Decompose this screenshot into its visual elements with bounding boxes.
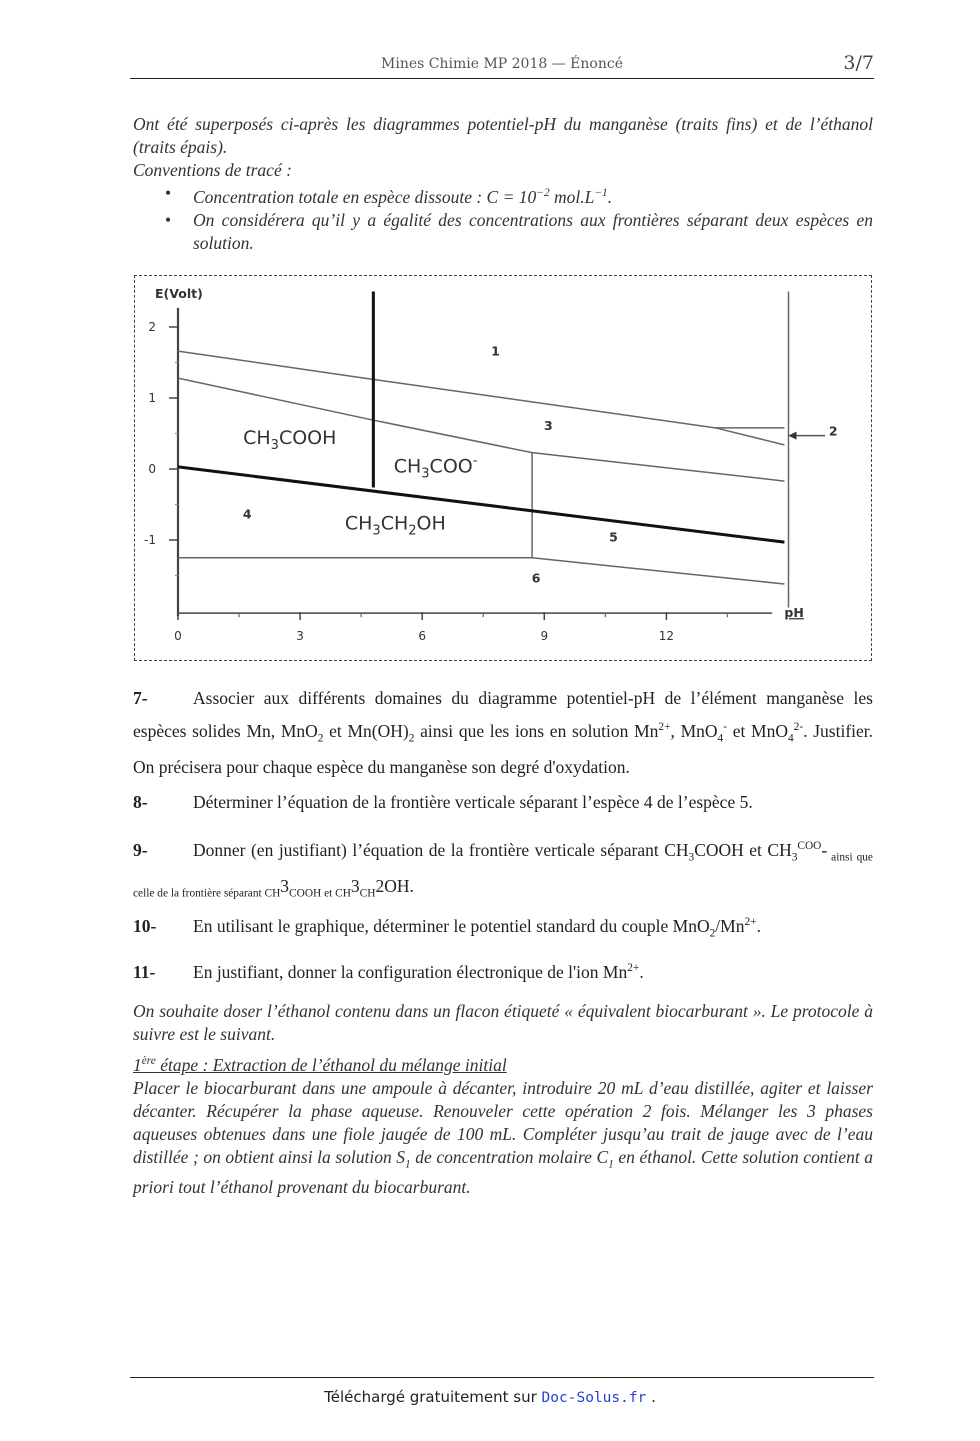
species-label-part: 3 [372, 523, 381, 539]
page-header [130, 52, 874, 79]
question-text: - [821, 839, 828, 860]
exponent: −1 [594, 187, 608, 199]
manganese-boundary-line [532, 558, 784, 584]
question-text: En utilisant le graphique, déterminer le potentiel standard du couple MnO [193, 915, 710, 936]
subscript: CH [359, 887, 376, 900]
species-label-part: CH [380, 512, 409, 535]
domain-label: 3 [544, 417, 553, 433]
conventions-title: Conventions de tracé : [133, 160, 292, 180]
arrow-head-icon [789, 432, 797, 440]
question-number: 7- [133, 688, 148, 708]
subscript: 2 [709, 927, 716, 940]
x-axis-label: pH [784, 605, 804, 621]
x-tick-label: 9 [540, 629, 549, 644]
question-text: et Mn(OH) [323, 720, 409, 741]
question-text: Associer aux différents domaines du diagramme potentiel-pH de l’élément manganèse les espèces solides Mn, MnO [133, 688, 873, 741]
question-number: 11- [133, 961, 156, 982]
question-text: et MnO [727, 720, 788, 741]
domain-label: 1 [491, 343, 500, 359]
species-label-part: 3 [270, 438, 279, 454]
question-text: . [639, 961, 644, 982]
subscript: 4 [717, 732, 724, 745]
species-label-part: 2 [408, 523, 417, 539]
question-number: 10- [133, 915, 157, 936]
species-label-part: - [472, 453, 478, 469]
convention-text: . [607, 186, 613, 207]
footer-text: . [646, 1388, 656, 1406]
species-label-part: CH [243, 427, 271, 450]
question-10 [133, 908, 873, 948]
question-text: . Justifier. On précisera pour chaque espèce du manganèse son degré d'oxydation. [133, 720, 874, 778]
subscript: 1 [608, 1158, 614, 1171]
y-tick-label: 0 [148, 462, 156, 476]
species-label-part: 3 [421, 466, 430, 482]
conventions-list [133, 182, 873, 255]
exponent: −2 [536, 187, 550, 199]
subscript: 2 [408, 732, 415, 745]
superscript: 2+ [627, 962, 640, 974]
protocol-intro: On souhaite doser l’éthanol contenu dans un flacon étiqueté « équivalent biocarburant ». Le protocole à suivre est le suivant. [133, 1001, 873, 1044]
question-text: Donner (en justifiant) l’équation de la frontière verticale séparant CH [193, 839, 689, 860]
step-number: 1 [133, 1054, 142, 1075]
convention-item: • On considérera qu’il y a égalité des concentrations aux frontières séparant deux espèces en solution. [193, 209, 873, 255]
question-text: En justifiant, donner la configuration électronique de l'ion Mn [193, 961, 628, 982]
question-text: OH. [384, 876, 414, 897]
question-text: ainsi que les ions en solution Mn [414, 720, 659, 741]
species-label [345, 512, 446, 538]
subscript: 1 [405, 1158, 411, 1171]
potential-ph-diagram [134, 275, 872, 661]
header-title: Mines Chimie MP 2018 — Énoncé [381, 56, 623, 72]
chart-svg [135, 276, 873, 662]
doc-solus-link[interactable]: Doc-Solus.fr [541, 1390, 647, 1406]
step-ordinal: ère [141, 1055, 156, 1067]
species-label-part: CH [393, 455, 422, 478]
question-9 [133, 832, 873, 909]
step-title-text: étape : Extraction de l’éthanol du mélange initial [155, 1054, 507, 1075]
question-text: . [756, 915, 761, 936]
question-text: 2 [375, 876, 385, 897]
question-text: COOH et CH [694, 839, 792, 860]
domain-label: 5 [609, 529, 618, 545]
question-number: 9- [133, 839, 148, 860]
question-8 [133, 788, 873, 817]
ethanol-boundary-line [178, 467, 784, 545]
superscript: 2+ [658, 721, 671, 733]
subscript: 3 [688, 851, 695, 864]
axes [155, 286, 804, 620]
species-label-part: OH [416, 512, 446, 535]
y-axis-label: E(Volt) [155, 286, 203, 301]
question-text: /Mn [715, 915, 745, 936]
step-title [133, 1050, 873, 1077]
chart-labels [243, 343, 838, 585]
species-label [394, 454, 478, 482]
ticks [144, 320, 727, 643]
subscript: ainsi que celle de la frontière séparant CH [133, 851, 873, 900]
convention-text: Concentration totale en espèce dissoute : C = 10 [193, 186, 537, 207]
question-text: 3 [350, 876, 360, 897]
x-tick-label: 12 [658, 629, 675, 644]
convention-text: mol.L [549, 186, 595, 207]
superscript: - [723, 721, 728, 733]
subscript: 3 [791, 851, 798, 864]
superscript: 2+ [744, 916, 757, 928]
domain-label: 6 [531, 570, 541, 586]
domain-label: 2 [828, 423, 838, 439]
protocol-section [133, 1000, 873, 1203]
footer-divider [130, 1377, 874, 1378]
domain-label: 4 [242, 506, 252, 522]
y-tick-label: -1 [144, 533, 156, 547]
page-number: 3/7 [843, 52, 874, 74]
x-tick-label: 3 [296, 629, 304, 644]
convention-item [193, 182, 873, 209]
subscript: COOH et CH [289, 887, 351, 900]
page-footer [0, 1388, 980, 1406]
species-label-part: COOH [278, 427, 337, 450]
subscript: 4 [788, 732, 794, 745]
subscript: 2 [317, 732, 324, 745]
protocol-text: Placer le biocarburant dans une ampoule à décanter, introduire 20 mL d’eau distillée, agiter et laisser décanter. Récupérer la phase aqueuse. Renouveler cette opération 2 fois. Mélanger les 3 phases aqueuses obtenues dans une fiole jaugée de 100 mL. Compléter jusqu’au trait de jauge avec de l’eau distillée ; on obtient ainsi la solution S [133, 1077, 873, 1167]
x-tick-label: 6 [418, 629, 427, 644]
question-text: 3 [280, 876, 290, 897]
protocol-text: de concentration molaire C [410, 1146, 609, 1167]
species-label-part: CH [344, 512, 373, 535]
intro-paragraph: Ont été superposés ci-après les diagrammes potentiel-pH du manganèse (traits fins) et de l’éthanol (traits épais). [133, 114, 873, 157]
species-label-part: COO [429, 455, 473, 478]
question-11 [133, 954, 873, 987]
y-tick-label: 1 [148, 391, 156, 405]
protocol-body [133, 1077, 873, 1200]
footer-text: Téléchargé gratuitement sur [324, 1388, 542, 1406]
protocol-text: en éthanol. Cette solution contient a priori tout l’éthanol provenant du biocarburant. [133, 1146, 873, 1198]
superscript: 2- [793, 721, 804, 733]
question-7 [133, 684, 873, 782]
question-text: Déterminer l’équation de la frontière verticale séparant l’espèce 4 de l’espèce 5. [193, 792, 753, 812]
question-text: , MnO [670, 720, 718, 741]
question-number: 8- [133, 792, 148, 812]
species-label [243, 427, 336, 453]
x-tick-label: 0 [174, 629, 182, 644]
intro-text [133, 113, 873, 255]
superscript: COO [797, 840, 822, 852]
y-tick-label: 2 [148, 320, 156, 334]
